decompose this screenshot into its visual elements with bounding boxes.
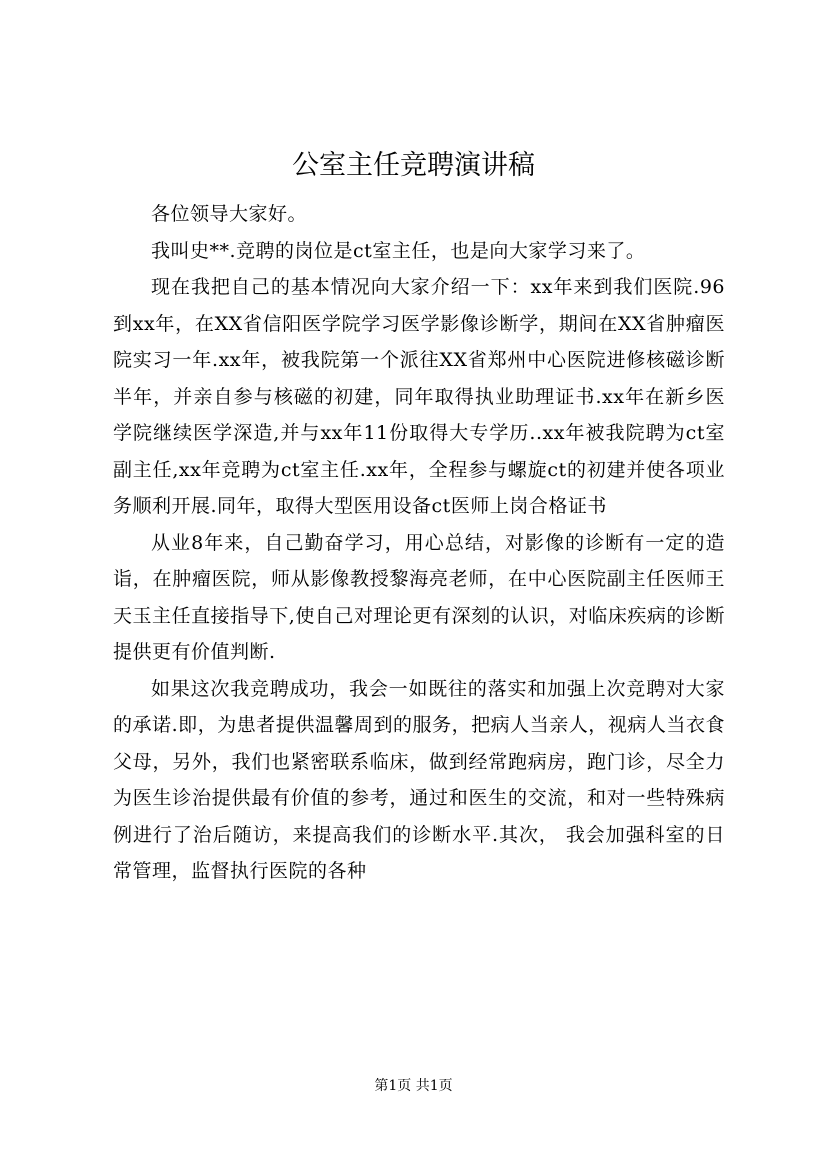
paragraph-greeting: 各位领导大家好。 bbox=[151, 203, 308, 225]
page-footer: 第1页 共1页 bbox=[374, 1078, 453, 1094]
paragraph-commitment: 如果这次我竞聘成功，我会一如既往的落实和加强上次竞聘对大家的承诺.即，为患者提供温馨周到的服务，把病人当亲人，视病人当衣食父母，另外，我们也紧密联系临床，做到经常跑病房，跑门诊，尽全力为医生诊治提供最有价值的参考，通过和医生的交流，和对一些特殊病例进行了治后随访，来提高我们的诊断水平.其次， 我会加强科室的日常管理，监督执行医院的各种 bbox=[113, 677, 725, 882]
paragraph-experience: 从业8年来，自己勤奋学习，用心总结，对影像的诊断有一定的造诣，在肿瘤医院，师从影像教授黎海亮老师，在中心医院副主任医师王天玉主任直接指导下,使自己对理论更有深刻的认识，对临床疾病的诊断提供更有价值判断. bbox=[113, 531, 725, 663]
document-title: 公室主任竞聘演讲稿 bbox=[292, 150, 535, 181]
paragraph-introduction: 我叫史**.竞聘的岗位是ct室主任，也是向大家学习来了。 bbox=[151, 239, 646, 262]
document-body bbox=[113, 196, 725, 890]
paragraph-background: 现在我把自己的基本情况向大家介绍一下：xx年来到我们医院.96到xx年，在XX省信阳医学院学习医学影像诊断学，期间在XX省肿瘤医院实习一年.xx年，被我院第一个派往XX省郑州中心医院进修核磁诊断半年，并亲自参与核磁的初建，同年取得执业助理证书.xx年在新乡医学院继续医学深造,并与xx年11份取得大专学历..xx年被我院聘为ct室副主任,xx年竞聘为ct室主任.xx年，全程参与螺旋ct的初建并使各项业务顺利开展.同年，取得大型医用设备ct医师上岗合格证书 bbox=[113, 276, 725, 517]
